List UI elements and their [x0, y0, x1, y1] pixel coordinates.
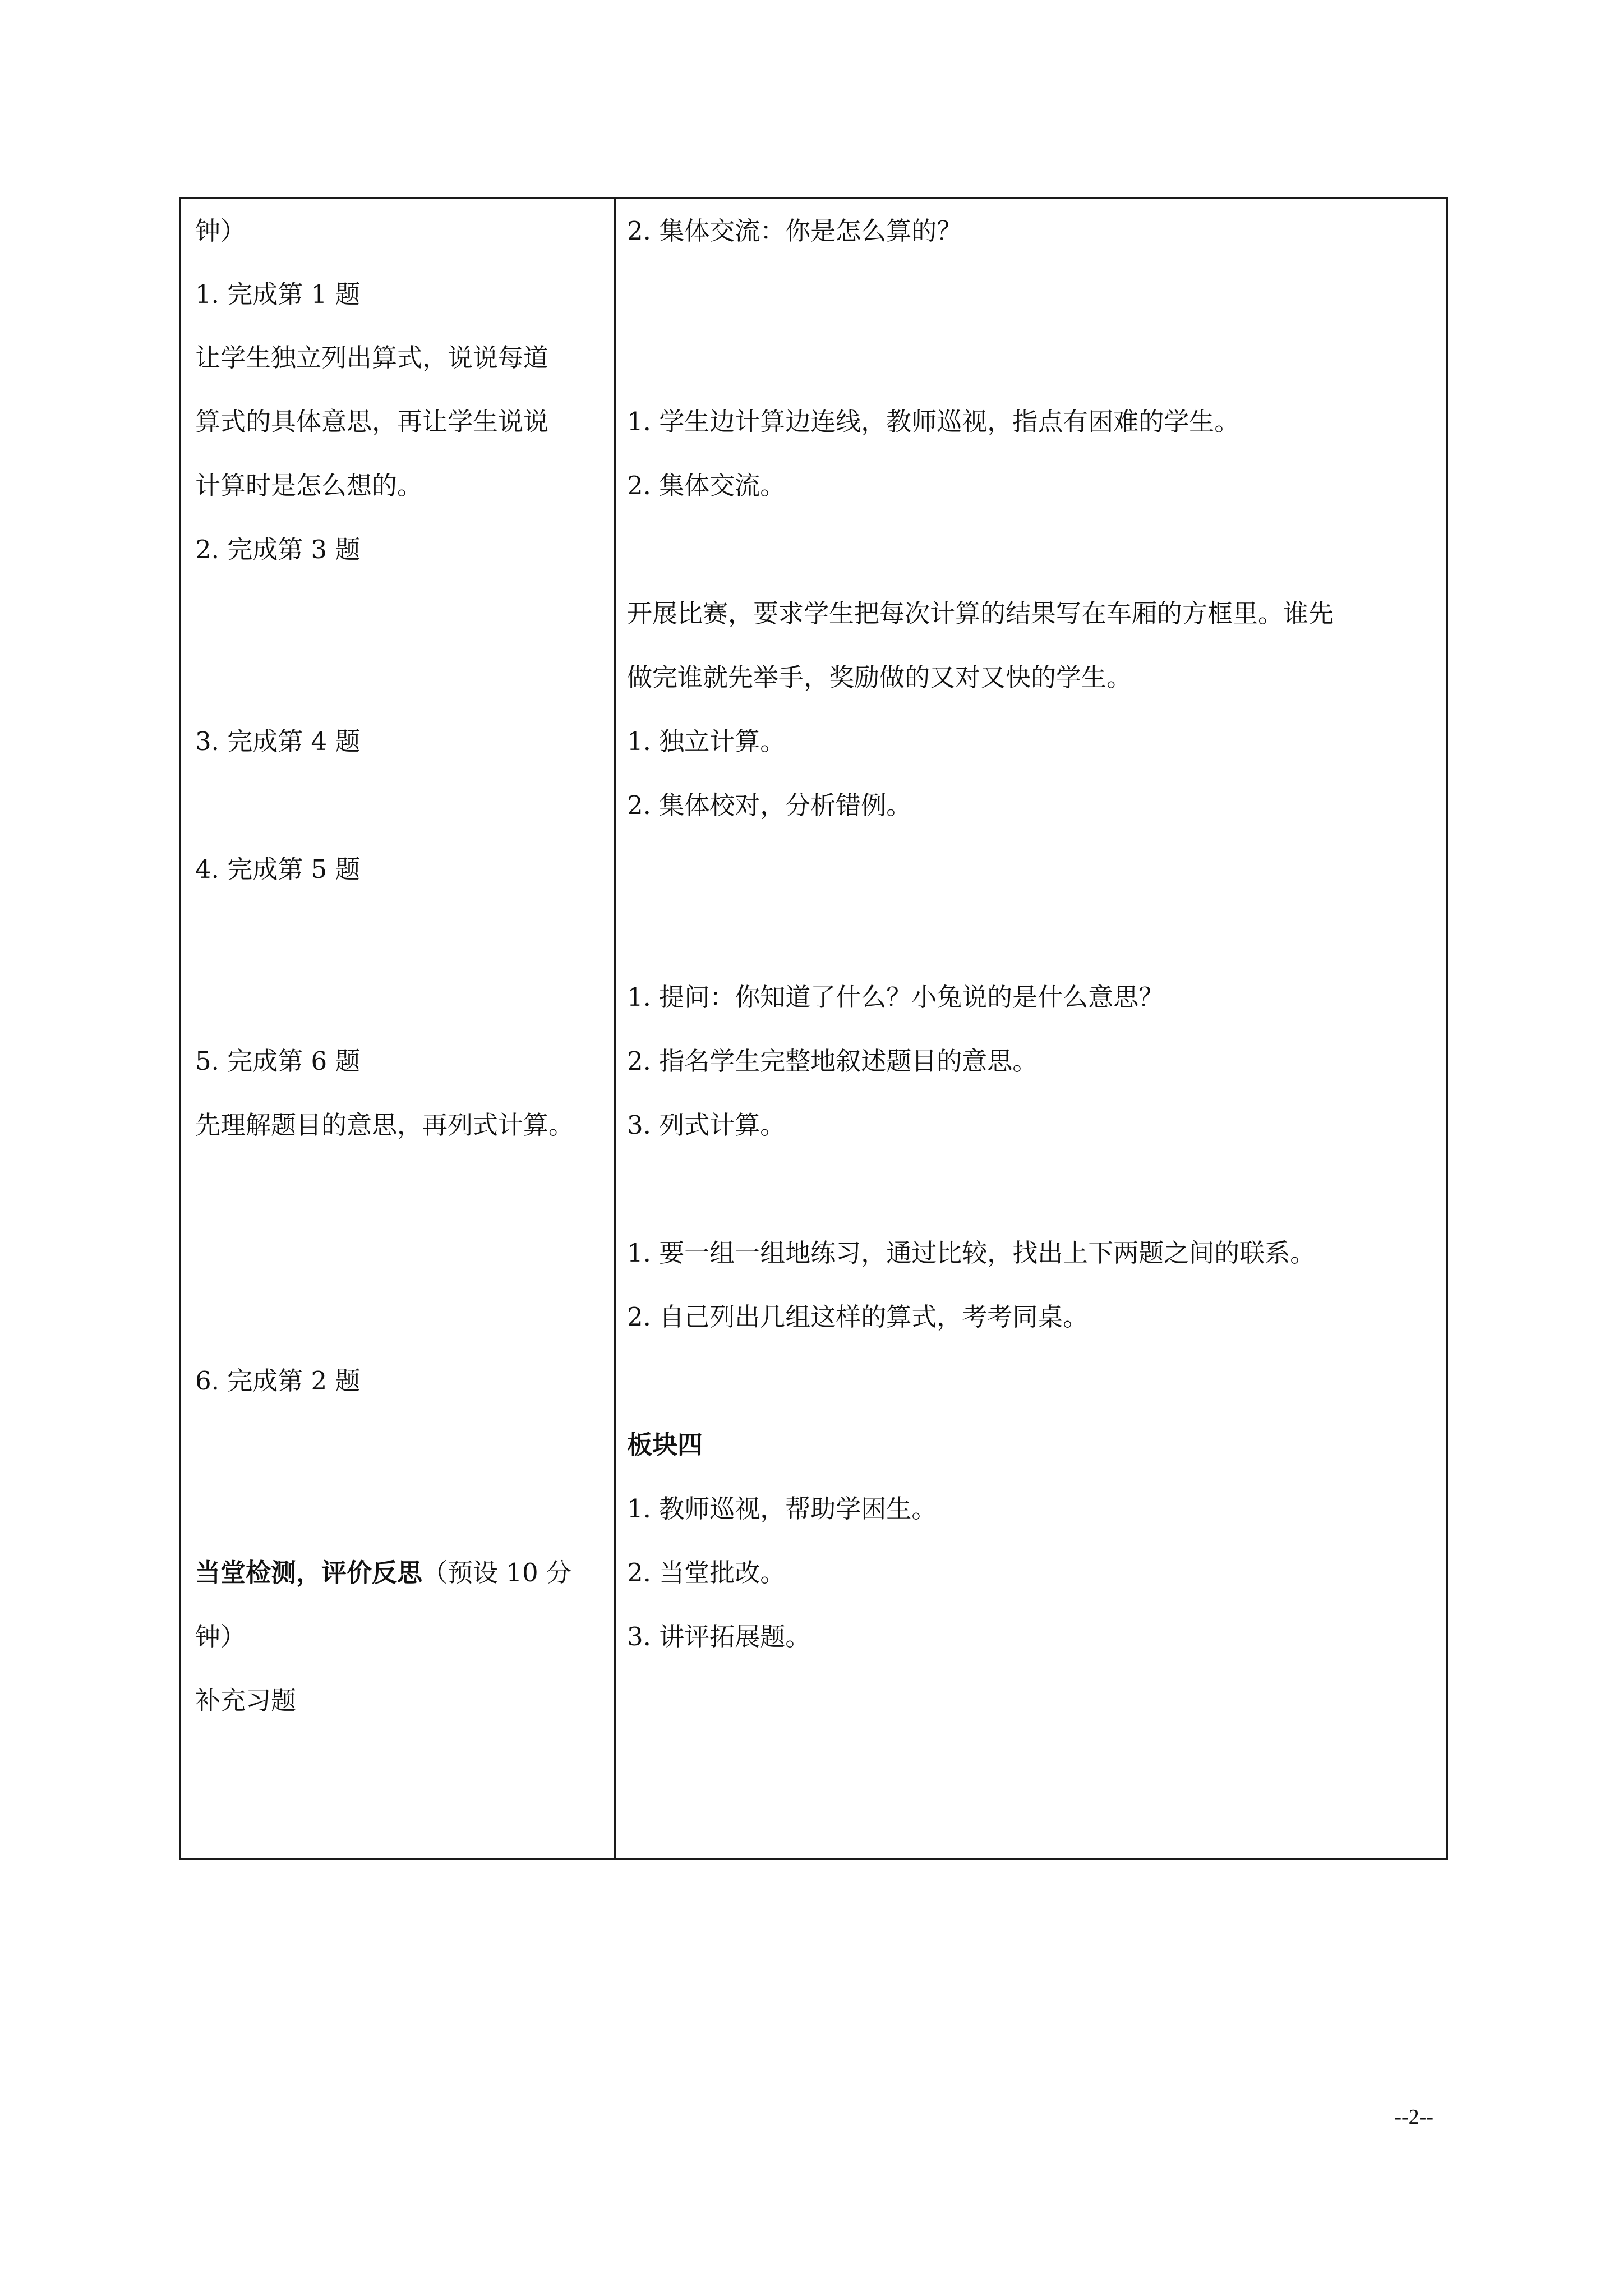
right-text-line: 2. 自己列出几组这样的算式，考考同桌。 [627, 1302, 1089, 1332]
right-text-line: 2. 集体校对，分析错例。 [627, 790, 912, 820]
right-text-line: 1. 教师巡视，帮助学困生。 [627, 1494, 937, 1524]
left-text-line: 4. 完成第 5 题 [195, 854, 361, 884]
right-text-line: 1. 学生边计算边连线，教师巡视，指点有困难的学生。 [627, 407, 1240, 436]
section-heading-note: （预设 10 分 [422, 1558, 571, 1588]
right-text-line: 3. 讲评拓展题。 [627, 1622, 811, 1651]
column-divider [614, 199, 616, 1858]
right-text-line: 2. 当堂批改。 [627, 1558, 786, 1588]
left-text-line: 钟） [195, 216, 246, 246]
right-text-line: 1. 独立计算。 [627, 726, 786, 756]
right-text-line: 1. 要一组一组地练习，通过比较，找出上下两题之间的联系。 [627, 1238, 1316, 1268]
left-text-line: 让学生独立列出算式，说说每道 [195, 343, 549, 372]
left-text-line: 计算时是怎么想的。 [195, 471, 423, 500]
right-text-line: 2. 指名学生完整地叙述题目的意思。 [627, 1046, 1038, 1076]
page-number: --2-- [1394, 2105, 1433, 2129]
right-text-line: 做完谁就先举手，奖励做的又对又快的学生。 [627, 662, 1132, 692]
right-text-line: 2. 集体交流。 [627, 471, 786, 500]
block-heading: 板块四 [627, 1430, 703, 1460]
right-text-line: 开展比赛，要求学生把每次计算的结果写在车厢的方框里。谁先 [627, 599, 1334, 628]
section-heading: 当堂检测，评价反思 [195, 1558, 423, 1588]
left-text-line: 6. 完成第 2 题 [195, 1366, 361, 1396]
right-text-line: 1. 提问：你知道了什么？小兔说的是什么意思？ [627, 982, 1164, 1012]
left-text-line: 补充习题 [195, 1686, 297, 1715]
left-text-line: 1. 完成第 1 题 [195, 279, 361, 309]
left-text-line: 先理解题目的意思，再列式计算。 [195, 1110, 574, 1140]
lesson-table [179, 197, 1448, 1860]
left-text-line: 2. 完成第 3 题 [195, 535, 361, 564]
right-text-line: 2. 集体交流：你是怎么算的？ [627, 216, 962, 246]
left-text-line: 算式的具体意思，再让学生说说 [195, 407, 549, 436]
left-text-line: 钟） [195, 1622, 246, 1651]
section-heading-line [195, 1556, 571, 1590]
right-text-line: 3. 列式计算。 [627, 1110, 786, 1140]
left-text-line: 3. 完成第 4 题 [195, 726, 361, 756]
left-text-line: 5. 完成第 6 题 [195, 1046, 361, 1076]
